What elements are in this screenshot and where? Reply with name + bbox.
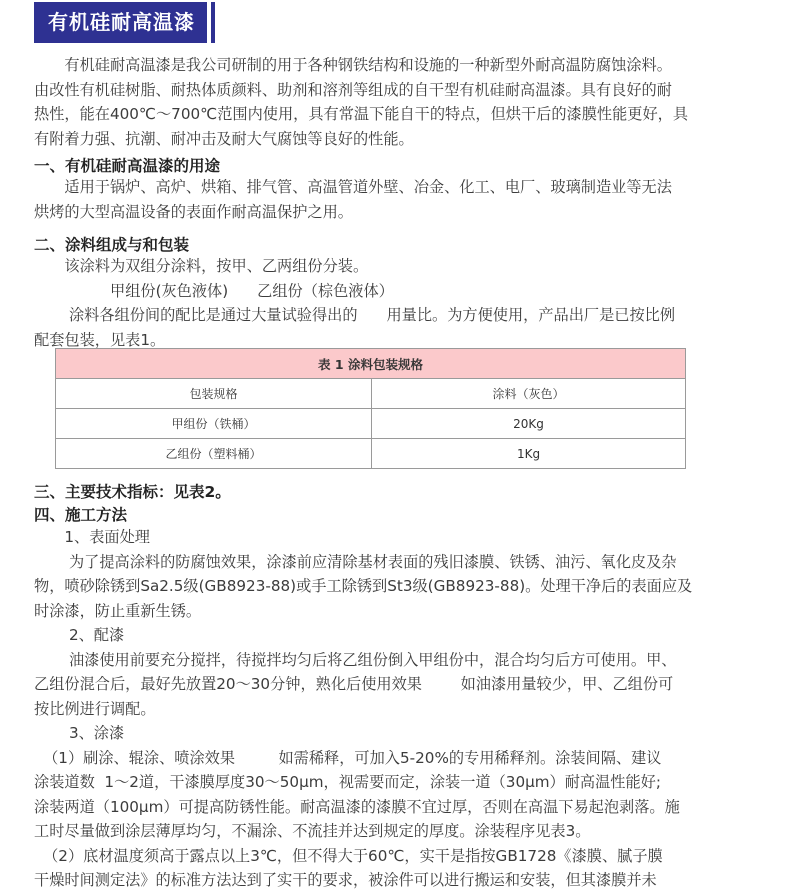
- table-caption-row: [56, 349, 686, 379]
- subsection-title: 1、表面处理: [64, 528, 150, 546]
- table-header-cell: 涂料（灰色）: [372, 379, 686, 409]
- section-heading-packaging: 二、涂料组成与和包装: [34, 236, 190, 254]
- table-row: [56, 409, 686, 439]
- surface-line: 物，喷砂除锈到Sa2.5级(GB8923-88)或手工除锈到St3级(GB8923-88)。处理干净后的表面应及: [34, 577, 693, 595]
- intro-line: 由改性有机硅树脂、耐热体质颜料、助剂和溶剂等组成的自干型有机硅耐高温漆。具有良好的耐: [34, 80, 672, 99]
- table-caption: 表 1 涂料包装规格: [56, 349, 686, 379]
- table-cell: 乙组份（塑料桶）: [56, 439, 372, 469]
- section-heading-usage: 一、有机硅耐高温漆的用途: [34, 157, 221, 175]
- usage-paragraph: [34, 175, 714, 224]
- surface-line: 为了提高涂料的防腐蚀效果，涂漆前应清除基材表面的残旧漆膜、铁锈、油污、氧化皮及杂: [68, 552, 677, 571]
- intro-paragraph: [34, 53, 714, 151]
- usage-line: 烘烤的大型高温设备的表面作耐高温保护之用。: [34, 202, 353, 221]
- painting-line: 涂装道数 1～2道，干漆膜厚度30～50μm，视需要而定，涂装一道（30μm）耐高温性能好;: [34, 773, 661, 791]
- components-line: 甲组份(灰色液体) 乙组份（棕色液体）: [110, 281, 394, 300]
- table-row: [56, 439, 686, 469]
- packaging-paragraph: [34, 254, 714, 352]
- usage-line: 适用于锅炉、高炉、烘箱、排气管、高温管道外壁、冶金、化工、电厂、玻璃制造业等无法: [64, 178, 672, 196]
- section-heading-construction: 四、施工方法: [34, 506, 128, 524]
- painting-line: （2）底材温度须高于露点以上3℃，但不得大于60℃，实干是指按GB1728《漆膜、腻子膜: [43, 846, 663, 865]
- intro-line: 热性，能在400℃～700℃范围内使用，具有常温下能自干的特点，但烘干后的漆膜性能更好，具: [34, 105, 689, 123]
- table-header-row: [56, 379, 686, 409]
- subsection-title: 2、配漆: [68, 626, 125, 644]
- packaging-line: 该涂料为双组分涂料，按甲、乙两组份分装。: [64, 257, 369, 275]
- packaging-line: 配套包装，见表1。: [34, 330, 166, 349]
- page-title: 有机硅耐高温漆: [48, 10, 195, 34]
- intro-line: 有机硅耐高温漆是我公司研制的用于各种钢铁结构和设施的一种新型外耐高温防腐蚀涂料。: [64, 56, 672, 74]
- packaging-line: 涂料各组份间的配比是通过大量试验得出的 用量比。为方便使用，产品出厂是已按比例: [68, 306, 676, 324]
- page-title-banner: [34, 2, 207, 43]
- mixing-line: 油漆使用前要充分搅拌，待搅拌均匀后将乙组份倒入甲组份中，混合均匀后方可使用。甲、: [68, 650, 677, 669]
- table-header-cell: 包装规格: [56, 379, 372, 409]
- title-accent-bar: [211, 2, 215, 43]
- painting-line: 工时尽量做到涂层薄厚均匀，不漏涂、不流挂并达到规定的厚度。涂装程序见表3。: [34, 822, 591, 840]
- section-heading-specs: 三、主要技术指标：见表2。: [34, 483, 231, 501]
- packaging-spec-table: [55, 348, 686, 469]
- mixing-line: 按比例进行调配。: [34, 699, 156, 718]
- painting-line: 干燥时间测定法》的标准方法达到了实干的要求，被涂件可以进行搬运和安装，但其漆膜并未: [34, 871, 657, 889]
- table-cell: 1Kg: [372, 439, 686, 469]
- mixing-line: 乙组份混合后，最好先放置20～30分钟，熟化后使用效果 如油漆用量较少，甲、乙组份可: [34, 675, 674, 693]
- painting-line: 涂装两道（100μm）可提高防锈性能。耐高温漆的漆膜不宜过厚，否则在高温下易起泡剥落。施: [34, 797, 680, 816]
- surface-line: 时涂漆，防止重新生锈。: [34, 601, 202, 620]
- surface-treatment-block: [34, 525, 714, 893]
- table-cell: 20Kg: [372, 409, 686, 439]
- painting-line: （1）刷涂、辊涂、喷涂效果 如需稀释，可加入5-20%的专用稀释剂。涂装间隔、建议: [43, 748, 662, 767]
- table-cell: 甲组份（铁桶）: [56, 409, 372, 439]
- subsection-title: 3、涂漆: [68, 724, 125, 742]
- intro-line: 有附着力强、抗潮、耐冲击及耐大气腐蚀等良好的性能。: [34, 129, 414, 148]
